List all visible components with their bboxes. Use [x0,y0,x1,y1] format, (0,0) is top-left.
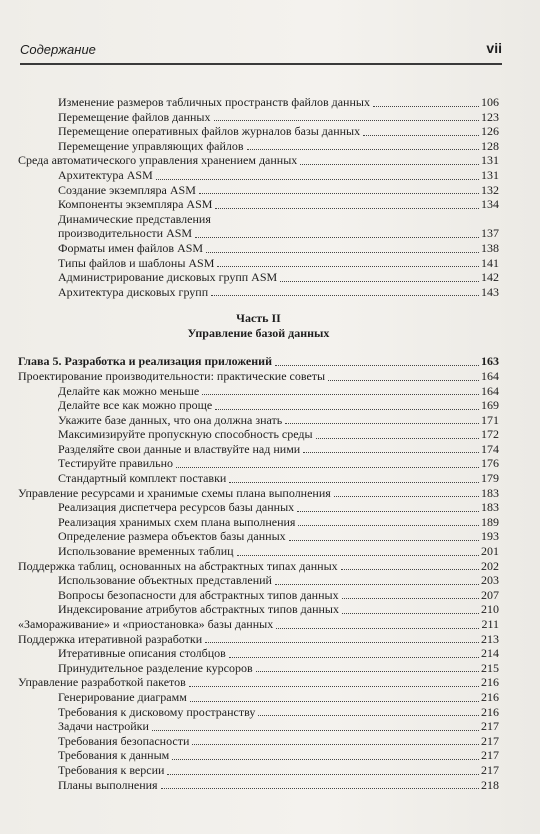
toc-entry [18,456,499,471]
toc-entry-page: 123 [481,109,499,124]
toc-entry-page: 143 [481,284,499,299]
toc-entry-page: 132 [481,182,499,197]
toc-entry-text: Изменение размеров табличных пространств файлов данных [58,95,370,109]
dot-leader [189,686,479,687]
toc-entry-text: Перемещение оперативных файлов журналов базы данных [58,124,361,139]
toc-entry-text: Использование временных таблиц [58,544,234,559]
toc-entry-text: Перемещение управляющих файлов [58,138,244,153]
toc-entry-text: Стандартный комплект поставки [58,471,227,486]
toc-entry [18,778,499,793]
dot-leader [276,628,479,629]
toc-entry-text: Определение размера объектов базы данных [58,529,286,544]
toc-entry-page: 131 [481,153,499,168]
page-number: vii [486,40,502,56]
toc-entry-page: 211 [481,617,499,631]
toc-entry [18,675,499,690]
dot-leader [275,584,479,585]
toc-entry [18,398,499,413]
toc-entry [18,661,499,676]
toc-entry-page: 176 [481,456,499,471]
toc-entry-text: Планы выполнения [58,777,158,792]
toc-entry-page: 131 [481,167,499,182]
toc-entry-page: 189 [481,514,499,529]
toc-entry [18,413,499,428]
toc-entry-text: Делайте как можно меньше [58,383,200,398]
toc-entry-page: 141 [481,255,499,270]
toc-entry-page: 171 [481,412,499,427]
dot-leader [229,657,479,658]
toc-entry-text: Реализация хранимых схем плана выполнения [58,514,296,529]
dot-leader [280,281,479,282]
toc-entry-text: Управление ресурсами и хранимые схемы плана выполнения [18,485,331,500]
toc-entry-text: Управление разработкой пакетов [18,675,186,690]
toc-entry [18,763,499,778]
toc-entry-page: 201 [481,544,499,559]
dot-leader [300,164,479,165]
dot-leader [202,394,479,395]
dot-leader [192,744,479,745]
toc-entry-page: 137 [481,226,499,241]
dot-leader [341,569,479,570]
toc-section-top [18,95,499,212]
toc-entry-page: 203 [481,573,499,588]
dot-leader [328,380,479,381]
toc-entry-page: 164 [481,383,499,398]
toc-entry-page: 164 [481,368,499,383]
toc-entry [18,646,499,661]
toc-entry-text: Итеративные описания столбцов [58,646,226,661]
toc-section-mid [18,241,499,299]
running-head [20,42,502,62]
dot-leader [214,120,480,121]
toc-entry-page: 214 [481,646,499,661]
dot-leader [161,788,479,789]
toc-entry [18,486,499,501]
toc-entry-text: Делайте все как можно проще [58,398,213,413]
toc-entry [18,212,499,241]
toc-entry [18,95,499,110]
toc-entry [18,573,499,588]
toc-entry-page: 216 [481,689,499,704]
dot-leader [229,482,479,483]
dot-leader [297,511,479,512]
toc-entry [18,241,499,256]
dot-leader [152,730,479,731]
dot-leader [289,540,479,541]
toc-entry-page: 183 [481,485,499,500]
toc-entry-page: 106 [481,95,499,109]
toc-entry [18,354,499,369]
toc-entry [18,515,499,530]
dot-leader [373,106,479,107]
table-of-contents [18,95,499,792]
toc-entry [18,588,499,603]
toc-entry-page: 217 [481,733,499,748]
toc-entry-page: 174 [481,441,499,456]
toc-entry-text: Требования к дисковому пространству [58,704,256,719]
part-heading [18,311,499,341]
part-number: Часть II [236,311,281,326]
toc-entry [18,705,499,720]
dot-leader [258,715,479,716]
toc-entry [18,197,499,212]
running-head-title: Содержание [20,42,96,57]
toc-entry-text-line1: Динамические представления [58,211,211,226]
toc-entry [18,369,499,384]
toc-entry [18,256,499,271]
dot-leader [316,438,479,439]
toc-entry-text: Требования безопасности [58,733,190,748]
toc-entry-text: Поддержка таблиц, основанных на абстрактных типах данных [18,558,338,573]
toc-entry [18,471,499,486]
toc-entry-text: Укажите базе данных, что она должна знать [58,412,283,427]
toc-entry-text: Требования к данным [58,748,170,763]
toc-entry [18,748,499,763]
toc-entry-page: 183 [481,500,499,515]
dot-leader [217,266,479,267]
toc-entry-page: 218 [481,777,499,792]
toc-entry-text: Тестируйте правильно [58,456,174,471]
toc-entry-text: Форматы имен файлов ASM [58,240,204,255]
toc-entry-text: Поддержка итеративной разработки [18,631,203,646]
dot-leader [156,179,479,180]
toc-entry-text: Типы файлов и шаблоны ASM [58,255,215,270]
toc-entry-page: 213 [481,631,499,646]
toc-entry-page: 193 [481,529,499,544]
toc-entry [18,153,499,168]
dot-leader [275,365,479,366]
toc-entry-text: Глава 5. Разработка и реализация приложений [18,354,272,369]
toc-entry-text: Задачи настройки [58,719,149,734]
toc-entry-text: Компоненты экземпляра ASM [58,197,213,212]
toc-entry-text: Требования к версии [58,762,165,777]
toc-entry-text: Разделяйте свои данные и властвуйте над ними [58,441,301,456]
toc-entry-page: 217 [481,748,499,763]
toc-entry [18,285,499,300]
toc-entry-page: 126 [481,124,499,139]
toc-entry [18,632,499,647]
toc-entry [18,544,499,559]
toc-entry [18,529,499,544]
toc-entry [18,168,499,183]
toc-entry [18,442,499,457]
dot-leader [211,295,479,296]
toc-entry [18,559,499,574]
toc-entry-page: 179 [481,471,499,486]
toc-entry [18,690,499,705]
toc-entry [18,384,499,399]
toc-entry-page: 202 [481,558,499,573]
toc-entry-page: 217 [481,719,499,734]
part-title: Управление базой данных [187,326,330,341]
toc-entry-text: Проектирование производительности: практические советы [18,368,326,383]
toc-entry-text: Генерирование диаграмм [58,689,187,704]
toc-entry-page: 172 [481,427,499,442]
toc-entry [18,270,499,285]
dot-leader [206,252,479,253]
toc-entry-text-line2: производительности ASM [58,226,193,241]
dot-leader [303,452,479,453]
toc-entry [18,617,499,632]
toc-entry [18,602,499,617]
toc-entry-text: Администрирование дисковых групп ASM [58,270,278,285]
toc-section-bottom [18,354,499,792]
dot-leader [205,642,479,643]
toc-entry [18,124,499,139]
toc-entry [18,110,499,125]
toc-entry-page: 142 [481,270,499,285]
dot-leader [342,598,479,599]
dot-leader [237,555,479,556]
dot-leader [167,774,479,775]
toc-entry-text: Реализация диспетчера ресурсов базы данных [58,500,295,515]
toc-entry-page: 207 [481,587,499,602]
dot-leader [172,759,479,760]
toc-entry [18,500,499,515]
toc-entry-page: 216 [481,675,499,690]
toc-entry-text: Использование объектных представлений [58,573,272,588]
dot-leader [363,135,479,136]
header-rule [20,63,502,65]
dot-leader [334,496,479,497]
dot-leader [215,208,479,209]
toc-entry-text: Архитектура дисковых групп [58,284,209,299]
toc-entry-page: 134 [481,197,499,212]
toc-entry-page: 169 [481,398,499,413]
toc-entry-text: Создание экземпляра ASM [58,182,196,197]
dot-leader [199,193,479,194]
toc-entry [18,427,499,442]
dot-leader [190,701,479,702]
toc-entry-page: 163 [481,354,499,369]
toc-entry-page: 128 [481,138,499,153]
toc-entry [18,719,499,734]
toc-entry-page: 215 [481,660,499,675]
toc-entry [18,139,499,154]
toc-entry-text: Принудительное разделение курсоров [58,660,253,675]
toc-entry [18,183,499,198]
toc-entry-text: Индексирование атрибутов абстрактных типов данных [58,602,339,617]
dot-leader [195,237,479,238]
toc-entry-text: Среда автоматического управления хранением данных [18,153,298,168]
toc-entry-text: Перемещение файлов данных [58,109,211,124]
toc-entry [18,734,499,749]
dot-leader [215,409,479,410]
toc-entry-page: 138 [481,240,499,255]
toc-entry-page: 216 [481,704,499,719]
dot-leader [247,149,479,150]
dot-leader [176,467,479,468]
toc-entry-text: Вопросы безопасности для абстрактных типов данных [58,587,339,602]
toc-entry-page: 217 [481,762,499,777]
toc-entry-text: Архитектура ASM [58,167,153,182]
toc-entry-page: 210 [481,602,499,617]
toc-entry-text: «Замораживание» и «приостановка» базы данных [18,617,274,631]
dot-leader [298,525,479,526]
toc-entry-text: Максимизируйте пропускную способность среды [58,427,313,442]
dot-leader [285,423,479,424]
dot-leader [256,671,479,672]
dot-leader [342,613,479,614]
